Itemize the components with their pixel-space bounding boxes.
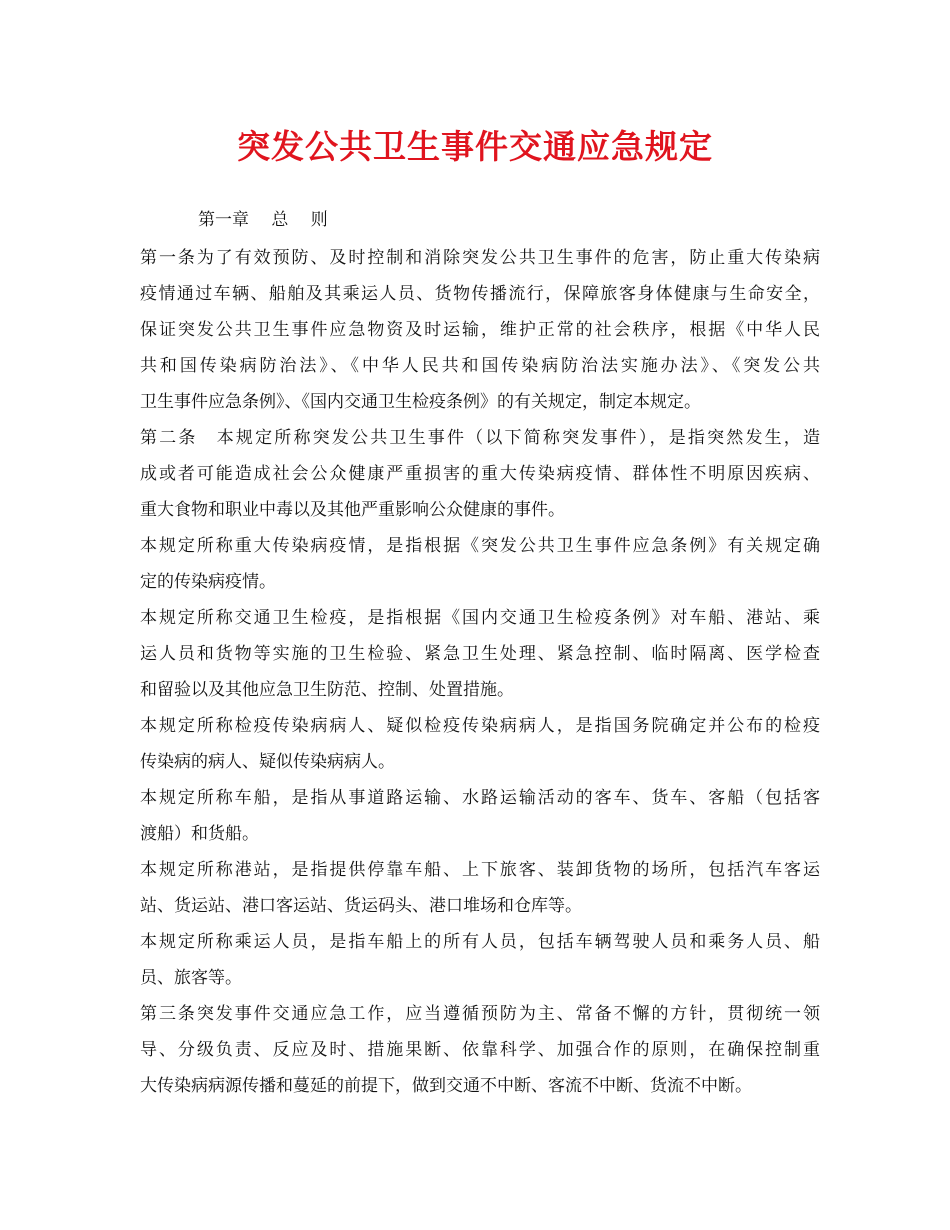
paragraph-line: 传染病的病人、疑似传染病病人。 — [140, 752, 395, 772]
paragraph — [140, 240, 820, 420]
paragraph — [140, 924, 820, 996]
paragraph-line: 第一条为了有效预防、及时控制和消除突发公共卫生事件的危害，防止重大传染病 — [140, 248, 820, 268]
paragraph-line: 本规定所称重大传染病疫情，是指根据《突发公共卫生事件应急条例》有关规定确 — [140, 536, 820, 556]
paragraph-line: 员、旅客等。 — [140, 968, 242, 988]
paragraph-line: 本规定所称乘运人员，是指车船上的所有人员，包括车辆驾驶人员和乘务人员、船 — [140, 932, 820, 952]
paragraph — [140, 600, 820, 708]
paragraph-line: 共和国传染病防治法》、《中华人民共和国传染病防治法实施办法》、《突发公共 — [140, 356, 820, 376]
paragraph-line: 本规定所称车船，是指从事道路运输、水路运输活动的客车、货车、客船（包括客 — [140, 788, 820, 808]
chapter-heading: 第一章 总 则 — [198, 210, 328, 230]
paragraph-line: 保证突发公共卫生事件应急物资及时运输，维护正常的社会秩序，根据《中华人民 — [140, 320, 820, 340]
paragraph-line: 第二条 本规定所称突发公共卫生事件（以下简称突发事件），是指突然发生，造 — [140, 428, 820, 448]
paragraph-line: 站、货运站、港口客运站、货运码头、港口堆场和仓库等。 — [140, 896, 582, 916]
document-title: 突发公共卫生事件交通应急规定 — [237, 127, 713, 166]
paragraph-line: 卫生事件应急条例》、《国内交通卫生检疫条例》的有关规定，制定本规定。 — [140, 392, 701, 412]
paragraph — [140, 780, 820, 852]
paragraph — [140, 420, 820, 528]
paragraph — [140, 708, 820, 780]
paragraph — [140, 996, 820, 1104]
paragraph-line: 运人员和货物等实施的卫生检验、紧急卫生处理、紧急控制、临时隔离、医学检查 — [140, 644, 820, 664]
paragraph-line: 第三条突发事件交通应急工作，应当遵循预防为主、常备不懈的方针，贯彻统一领 — [140, 1004, 820, 1024]
paragraph-line: 导、分级负责、反应及时、措施果断、依靠科学、加强合作的原则，在确保控制重 — [140, 1040, 820, 1060]
paragraph-line: 重大食物和职业中毒以及其他严重影响公众健康的事件。 — [140, 500, 565, 520]
paragraph — [140, 528, 820, 600]
paragraph-line: 定的传染病疫情。 — [140, 572, 276, 592]
paragraph-line: 成或者可能造成社会公众健康严重损害的重大传染病疫情、群体性不明原因疾病、 — [140, 464, 820, 484]
paragraph-line: 本规定所称港站，是指提供停靠车船、上下旅客、装卸货物的场所，包括汽车客运 — [140, 860, 820, 880]
paragraph-line: 本规定所称检疫传染病病人、疑似检疫传染病病人，是指国务院确定并公布的检疫 — [140, 716, 820, 736]
paragraph-line: 渡船）和货船。 — [140, 824, 259, 844]
paragraph-line: 疫情通过车辆、船舶及其乘运人员、货物传播流行，保障旅客身体健康与生命安全， — [140, 284, 820, 304]
paragraph — [140, 852, 820, 924]
paragraph-line: 和留验以及其他应急卫生防范、控制、处置措施。 — [140, 680, 514, 700]
paragraph-line: 本规定所称交通卫生检疫，是指根据《国内交通卫生检疫条例》对车船、港站、乘 — [140, 608, 820, 628]
paragraph-line: 大传染病病源传播和蔓延的前提下，做到交通不中断、客流不中断、货流不中断。 — [140, 1076, 752, 1096]
document-body — [140, 240, 820, 1104]
